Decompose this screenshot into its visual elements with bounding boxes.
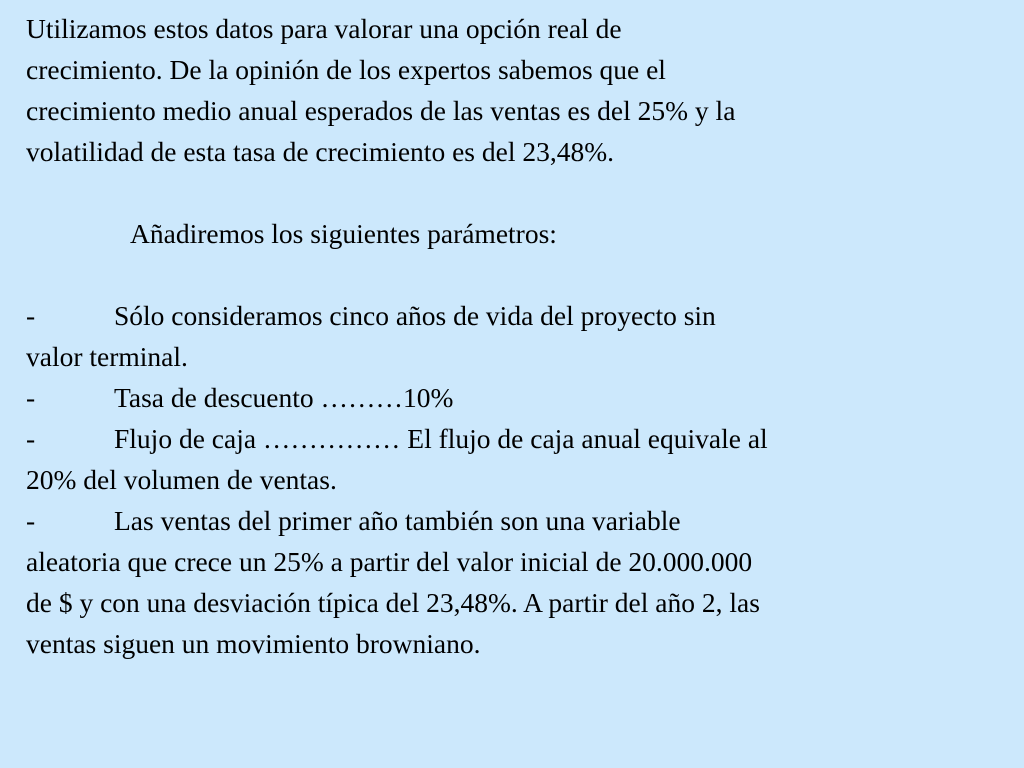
parameter-list [26, 295, 1016, 664]
bullet-marker: - [26, 423, 36, 454]
bullet-continuation: valor terminal. [26, 341, 188, 372]
bullet-text: Sólo consideramos cinco años de vida del proyecto sin [114, 300, 716, 331]
bullet-continuation: aleatoria que crece un 25% a partir del valor inicial de 20.000.000 [26, 546, 753, 577]
parameters-heading: Añadiremos los siguientes parámetros: [130, 218, 557, 249]
parameter-item-project-life [26, 295, 1016, 377]
spacer [26, 254, 1016, 295]
slide-content [26, 8, 1016, 664]
intro-paragraph [26, 8, 1016, 172]
bullet-marker: - [26, 382, 36, 413]
parameter-item-sales [26, 500, 1016, 664]
bullet-continuation: de $ y con una desviación típica del 23,48%. A partir del año 2, las [26, 587, 760, 618]
intro-line: crecimiento. De la opinión de los expertos sabemos que el [26, 54, 666, 85]
spacer [26, 172, 1016, 213]
bullet-text: Tasa de descuento ………10% [114, 382, 454, 413]
parameter-item-cash-flow [26, 418, 1016, 500]
intro-line: crecimiento medio anual esperados de las ventas es del 25% y la [26, 95, 736, 126]
bullet-continuation: 20% del volumen de ventas. [26, 464, 337, 495]
bullet-marker: - [26, 505, 36, 536]
bullet-marker: - [26, 300, 36, 331]
bullet-text: Flujo de caja …………… El flujo de caja anual equivale al [114, 423, 768, 454]
intro-line: Utilizamos estos datos para valorar una opción real de [26, 13, 622, 44]
bullet-text: Las ventas del primer año también son una variable [114, 505, 681, 536]
parameter-item-discount-rate [26, 377, 1016, 418]
bullet-continuation: ventas siguen un movimiento browniano. [26, 628, 481, 659]
intro-line: volatilidad de esta tasa de crecimiento es del 23,48%. [26, 136, 614, 167]
